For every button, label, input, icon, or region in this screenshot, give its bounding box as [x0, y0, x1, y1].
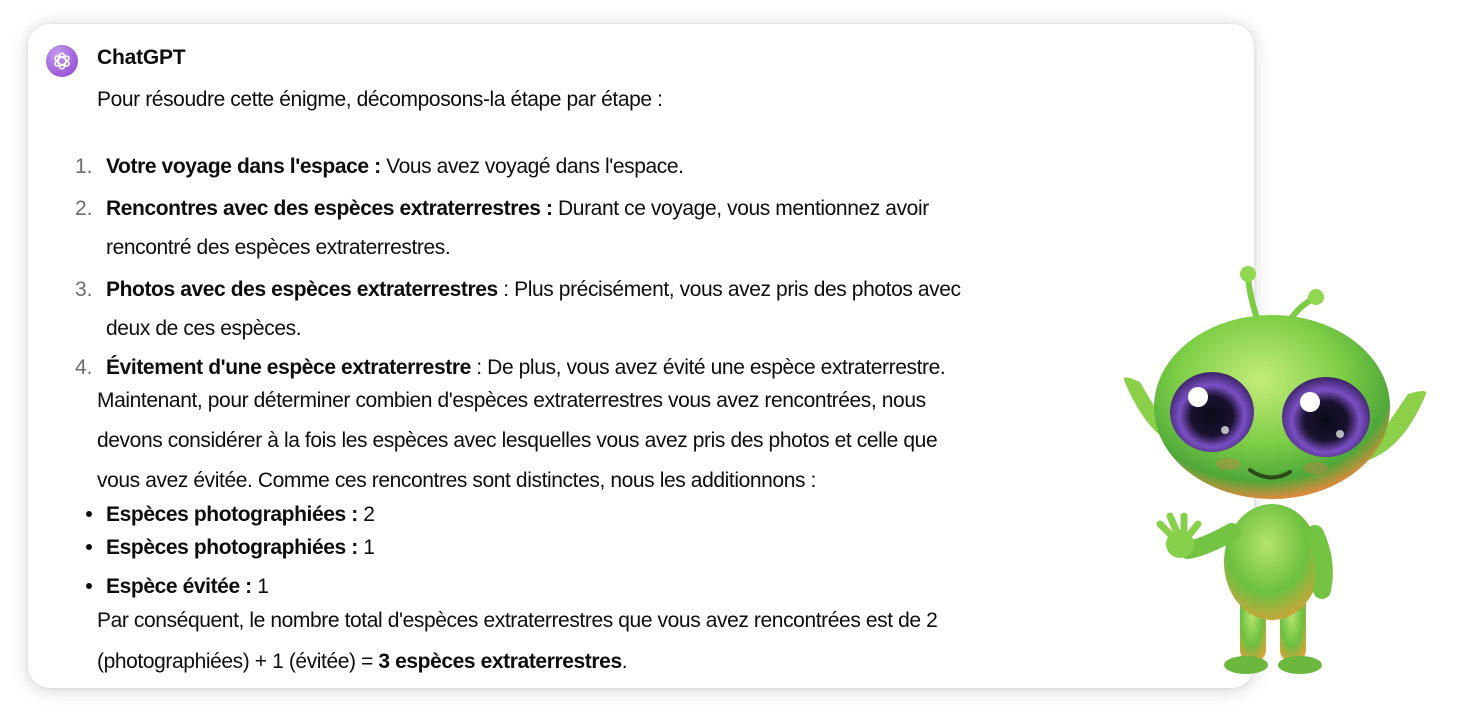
- chatgpt-avatar: [46, 45, 78, 77]
- conclusion-prefix: (photographiées) + 1 (évitée) =: [97, 650, 379, 673]
- step-text: Durant ce voyage, vous mentionnez avoir: [552, 197, 929, 220]
- bullet-item: [106, 575, 268, 599]
- assistant-name: ChatGPT: [97, 46, 186, 69]
- bullet-item: [106, 536, 375, 560]
- step-title: Rencontres avec des espèces extraterrestres :: [106, 197, 553, 220]
- bullet-value: 2: [357, 503, 375, 526]
- step-number: 4.: [75, 356, 93, 379]
- openai-logo-icon: [51, 50, 73, 72]
- bullet-value: 1: [251, 575, 269, 598]
- conclusion-suffix: .: [621, 650, 628, 673]
- step-text: : Plus précisément, vous avez pris des photos avec: [497, 278, 961, 301]
- step-item: [106, 197, 929, 221]
- intro-text: Pour résoudre cette énigme, décomposons-la étape par étape :: [97, 88, 663, 111]
- paragraph-line: vous avez évitée. Comme ces rencontres sont distinctes, nous les additionnons :: [97, 469, 816, 492]
- bullet-dot: [86, 583, 92, 589]
- step-title: Votre voyage dans l'espace :: [106, 155, 381, 178]
- alien-mascot-icon: [1110, 262, 1440, 682]
- step-title: Photos avec des espèces extraterrestres: [106, 278, 498, 301]
- step-number: 2.: [75, 197, 93, 220]
- paragraph-line: Maintenant, pour déterminer combien d'espèces extraterrestres vous avez rencontrées, nous: [97, 389, 926, 412]
- step-title: Évitement d'une espèce extraterrestre: [106, 356, 471, 379]
- step-number: 3.: [75, 278, 93, 301]
- paragraph-line: devons considérer à la fois les espèces avec lesquelles vous avez pris des photos et celle que: [97, 429, 938, 452]
- bullet-item: [106, 503, 375, 527]
- bullet-label: Espèces photographiées :: [106, 536, 358, 559]
- step-number: 1.: [75, 155, 93, 178]
- step-item: [106, 278, 961, 302]
- conclusion-line: [97, 650, 627, 674]
- step-continuation: rencontré des espèces extraterrestres.: [106, 236, 451, 259]
- bullet-label: Espèce évitée :: [106, 575, 252, 598]
- step-text: : De plus, vous avez évité une espèce extraterrestre.: [470, 356, 946, 379]
- step-item: [106, 155, 684, 179]
- step-continuation: deux de ces espèces.: [106, 317, 302, 340]
- step-text: Vous avez voyagé dans l'espace.: [380, 155, 684, 178]
- bullet-dot: [86, 544, 92, 550]
- bullet-label: Espèces photographiées :: [106, 503, 358, 526]
- conclusion-result: 3 espèces extraterrestres: [378, 650, 622, 673]
- conclusion-line: Par conséquent, le nombre total d'espèces extraterrestres que vous avez rencontrées est de 2: [97, 609, 938, 632]
- step-item: [106, 356, 945, 380]
- bullet-value: 1: [357, 536, 375, 559]
- bullet-dot: [86, 511, 92, 517]
